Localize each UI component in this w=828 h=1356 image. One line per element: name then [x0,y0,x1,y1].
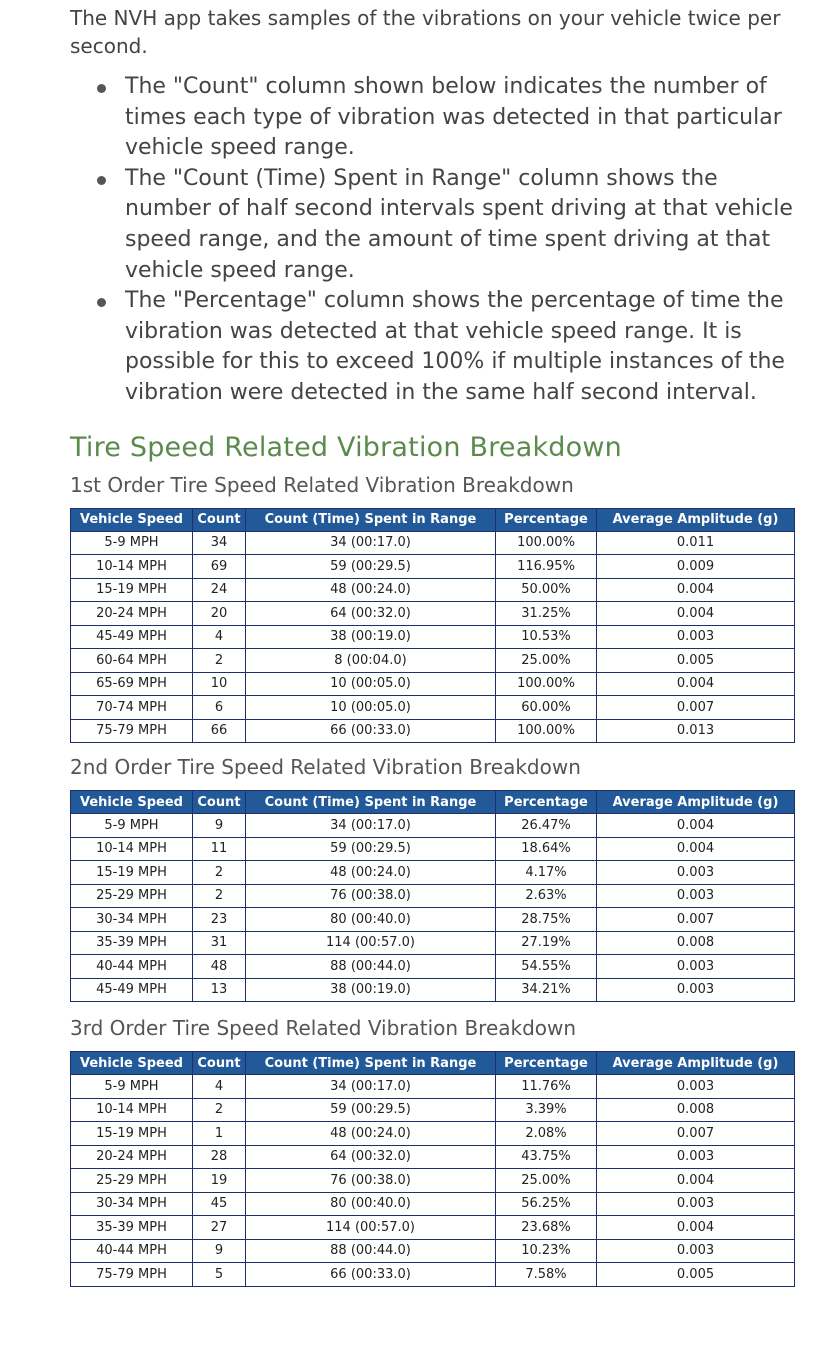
cell-average-amplitude: 0.005 [597,649,795,673]
cell-percentage: 56.25% [496,1192,597,1216]
column-header-count-time: Count (Time) Spent in Range [246,1052,496,1075]
cell-count-time: 66 (00:33.0) [246,719,496,743]
cell-percentage: 10.23% [496,1239,597,1263]
cell-count: 31 [193,931,246,955]
cell-count-time: 8 (00:04.0) [246,649,496,673]
table-row [71,719,795,743]
cell-percentage: 23.68% [496,1216,597,1240]
table-2nd-order [70,790,795,1002]
table-row [71,837,795,861]
list-item [125,72,805,164]
bullet-dot-icon [97,176,106,185]
cell-vehicle-speed: 15-19 MPH [71,861,193,885]
table-row [71,861,795,885]
cell-average-amplitude: 0.007 [597,908,795,932]
cell-percentage: 100.00% [496,672,597,696]
cell-count-time: 64 (00:32.0) [246,602,496,626]
cell-count: 2 [193,1098,246,1122]
cell-count-time: 34 (00:17.0) [246,814,496,838]
column-header-average-amplitude: Average Amplitude (g) [597,1052,795,1075]
table-3rd-order [70,1051,795,1287]
cell-vehicle-speed: 65-69 MPH [71,672,193,696]
cell-percentage: 43.75% [496,1145,597,1169]
cell-vehicle-speed: 15-19 MPH [71,578,193,602]
cell-percentage: 27.19% [496,931,597,955]
cell-average-amplitude: 0.007 [597,1122,795,1146]
table-row [71,908,795,932]
table-row [71,1192,795,1216]
cell-vehicle-speed: 35-39 MPH [71,931,193,955]
cell-vehicle-speed: 20-24 MPH [71,602,193,626]
cell-count: 6 [193,696,246,720]
table-row [71,931,795,955]
cell-count-time: 59 (00:29.5) [246,555,496,579]
column-header-count: Count [193,1052,246,1075]
cell-vehicle-speed: 10-14 MPH [71,1098,193,1122]
table-row [71,1098,795,1122]
cell-percentage: 34.21% [496,978,597,1002]
table-title-2nd-order: 2nd Order Tire Speed Related Vibration Breakdown [70,755,581,780]
cell-average-amplitude: 0.004 [597,814,795,838]
cell-average-amplitude: 0.007 [597,696,795,720]
table-row [71,814,795,838]
cell-vehicle-speed: 60-64 MPH [71,649,193,673]
bullet-dot-icon [97,298,106,307]
cell-percentage: 25.00% [496,649,597,673]
column-header-vehicle-speed: Vehicle Speed [71,1052,193,1075]
cell-average-amplitude: 0.003 [597,625,795,649]
table-row [71,884,795,908]
cell-count: 9 [193,814,246,838]
column-header-percentage: Percentage [496,508,597,531]
cell-count-time: 48 (00:24.0) [246,861,496,885]
table-row [71,696,795,720]
cell-count-time: 34 (00:17.0) [246,1075,496,1099]
cell-average-amplitude: 0.003 [597,955,795,979]
cell-percentage: 54.55% [496,955,597,979]
cell-count-time: 48 (00:24.0) [246,578,496,602]
column-header-average-amplitude: Average Amplitude (g) [597,791,795,814]
column-header-count-time: Count (Time) Spent in Range [246,791,496,814]
list-item [125,286,805,408]
column-header-percentage: Percentage [496,791,597,814]
table-row [71,625,795,649]
cell-vehicle-speed: 10-14 MPH [71,555,193,579]
cell-count-time: 38 (00:19.0) [246,625,496,649]
table-row [71,1239,795,1263]
intro-paragraph: The NVH app takes samples of the vibrations on your vehicle twice per second. [70,6,781,58]
cell-count: 4 [193,625,246,649]
cell-count: 2 [193,861,246,885]
explanation-list [70,72,805,409]
cell-count: 66 [193,719,246,743]
cell-percentage: 2.08% [496,1122,597,1146]
table-title-1st-order: 1st Order Tire Speed Related Vibration Breakdown [70,472,574,497]
cell-count: 2 [193,884,246,908]
cell-count-time: 114 (00:57.0) [246,931,496,955]
cell-average-amplitude: 0.004 [597,602,795,626]
table-row [71,531,795,555]
cell-average-amplitude: 0.004 [597,672,795,696]
cell-vehicle-speed: 5-9 MPH [71,814,193,838]
cell-percentage: 26.47% [496,814,597,838]
cell-percentage: 28.75% [496,908,597,932]
cell-count-time: 59 (00:29.5) [246,837,496,861]
table-row [71,555,795,579]
cell-count-time: 59 (00:29.5) [246,1098,496,1122]
table-row [71,1216,795,1240]
cell-vehicle-speed: 5-9 MPH [71,531,193,555]
cell-count: 45 [193,1192,246,1216]
cell-percentage: 2.63% [496,884,597,908]
cell-average-amplitude: 0.004 [597,1169,795,1193]
cell-percentage: 100.00% [496,531,597,555]
cell-vehicle-speed: 45-49 MPH [71,978,193,1002]
cell-count: 20 [193,602,246,626]
cell-count-time: 48 (00:24.0) [246,1122,496,1146]
column-header-count: Count [193,508,246,531]
cell-vehicle-speed: 35-39 MPH [71,1216,193,1240]
column-header-average-amplitude: Average Amplitude (g) [597,508,795,531]
column-header-count: Count [193,791,246,814]
table-row [71,578,795,602]
cell-average-amplitude: 0.003 [597,884,795,908]
cell-count: 11 [193,837,246,861]
cell-average-amplitude: 0.009 [597,555,795,579]
table-row [71,1075,795,1099]
cell-average-amplitude: 0.003 [597,1192,795,1216]
table-row [71,1145,795,1169]
cell-average-amplitude: 0.004 [597,837,795,861]
cell-count: 4 [193,1075,246,1099]
cell-average-amplitude: 0.003 [597,978,795,1002]
cell-count: 34 [193,531,246,555]
cell-count-time: 88 (00:44.0) [246,955,496,979]
cell-average-amplitude: 0.003 [597,1145,795,1169]
cell-average-amplitude: 0.004 [597,1216,795,1240]
table-row [71,1169,795,1193]
column-header-percentage: Percentage [496,1052,597,1075]
cell-percentage: 18.64% [496,837,597,861]
list-item-text: The "Percentage" column shows the percentage of time the vibration was detected at that vehicle speed range. It is possible for this to exceed 100% if multiple instances of the vibration were detected in the same half second interval. [125,288,785,405]
cell-percentage: 60.00% [496,696,597,720]
column-header-vehicle-speed: Vehicle Speed [71,508,193,531]
cell-percentage: 100.00% [496,719,597,743]
cell-percentage: 11.76% [496,1075,597,1099]
cell-count-time: 10 (00:05.0) [246,672,496,696]
cell-count: 23 [193,908,246,932]
header-row [71,508,795,531]
cell-count: 5 [193,1263,246,1287]
cell-average-amplitude: 0.005 [597,1263,795,1287]
cell-count: 13 [193,978,246,1002]
table-row [71,672,795,696]
table-header [71,791,795,814]
list-item [125,164,805,286]
cell-vehicle-speed: 10-14 MPH [71,837,193,861]
cell-count: 28 [193,1145,246,1169]
cell-count-time: 10 (00:05.0) [246,696,496,720]
cell-vehicle-speed: 30-34 MPH [71,1192,193,1216]
cell-count-time: 114 (00:57.0) [246,1216,496,1240]
cell-count: 19 [193,1169,246,1193]
cell-count: 1 [193,1122,246,1146]
cell-vehicle-speed: 40-44 MPH [71,955,193,979]
cell-percentage: 116.95% [496,555,597,579]
cell-average-amplitude: 0.008 [597,1098,795,1122]
table-row [71,649,795,673]
table-1st-order [70,508,795,744]
cell-vehicle-speed: 45-49 MPH [71,625,193,649]
cell-average-amplitude: 0.003 [597,1075,795,1099]
table-header [71,1052,795,1075]
cell-vehicle-speed: 25-29 MPH [71,1169,193,1193]
header-row [71,1052,795,1075]
cell-count-time: 66 (00:33.0) [246,1263,496,1287]
cell-count-time: 80 (00:40.0) [246,1192,496,1216]
cell-vehicle-speed: 20-24 MPH [71,1145,193,1169]
cell-count: 9 [193,1239,246,1263]
cell-count-time: 88 (00:44.0) [246,1239,496,1263]
cell-percentage: 10.53% [496,625,597,649]
table-header [71,508,795,531]
cell-average-amplitude: 0.013 [597,719,795,743]
cell-count: 10 [193,672,246,696]
cell-count-time: 38 (00:19.0) [246,978,496,1002]
table-row [71,955,795,979]
cell-vehicle-speed: 40-44 MPH [71,1239,193,1263]
cell-percentage: 3.39% [496,1098,597,1122]
cell-count: 24 [193,578,246,602]
cell-count: 2 [193,649,246,673]
cell-count-time: 76 (00:38.0) [246,1169,496,1193]
section-title: Tire Speed Related Vibration Breakdown [70,431,622,463]
cell-average-amplitude: 0.011 [597,531,795,555]
cell-count: 27 [193,1216,246,1240]
cell-count-time: 34 (00:17.0) [246,531,496,555]
table-body [71,814,795,1002]
table-row [71,978,795,1002]
cell-count: 69 [193,555,246,579]
cell-percentage: 50.00% [496,578,597,602]
cell-average-amplitude: 0.008 [597,931,795,955]
cell-average-amplitude: 0.003 [597,1239,795,1263]
cell-average-amplitude: 0.003 [597,861,795,885]
cell-vehicle-speed: 15-19 MPH [71,1122,193,1146]
column-header-vehicle-speed: Vehicle Speed [71,791,193,814]
table-row [71,602,795,626]
table-row [71,1122,795,1146]
cell-count: 48 [193,955,246,979]
cell-count-time: 64 (00:32.0) [246,1145,496,1169]
list-item-text: The "Count" column shown below indicates the number of times each type of vibration was detected in that particular vehicle speed range. [125,74,782,161]
cell-vehicle-speed: 75-79 MPH [71,1263,193,1287]
cell-vehicle-speed: 5-9 MPH [71,1075,193,1099]
table-title-3rd-order: 3rd Order Tire Speed Related Vibration Breakdown [70,1016,577,1041]
table-row [71,1263,795,1287]
list-item-text: The "Count (Time) Spent in Range" column shows the number of half second intervals spent driving at that vehicle speed range, and the amount of time spent driving at that vehicle speed range. [125,165,793,283]
cell-vehicle-speed: 25-29 MPH [71,884,193,908]
cell-count-time: 76 (00:38.0) [246,884,496,908]
header-row [71,791,795,814]
cell-percentage: 7.58% [496,1263,597,1287]
cell-vehicle-speed: 75-79 MPH [71,719,193,743]
table-body [71,531,795,743]
cell-vehicle-speed: 30-34 MPH [71,908,193,932]
cell-percentage: 31.25% [496,602,597,626]
cell-percentage: 4.17% [496,861,597,885]
cell-vehicle-speed: 70-74 MPH [71,696,193,720]
cell-average-amplitude: 0.004 [597,578,795,602]
bullet-dot-icon [97,84,106,93]
table-body [71,1075,795,1287]
cell-count-time: 80 (00:40.0) [246,908,496,932]
cell-percentage: 25.00% [496,1169,597,1193]
column-header-count-time: Count (Time) Spent in Range [246,508,496,531]
